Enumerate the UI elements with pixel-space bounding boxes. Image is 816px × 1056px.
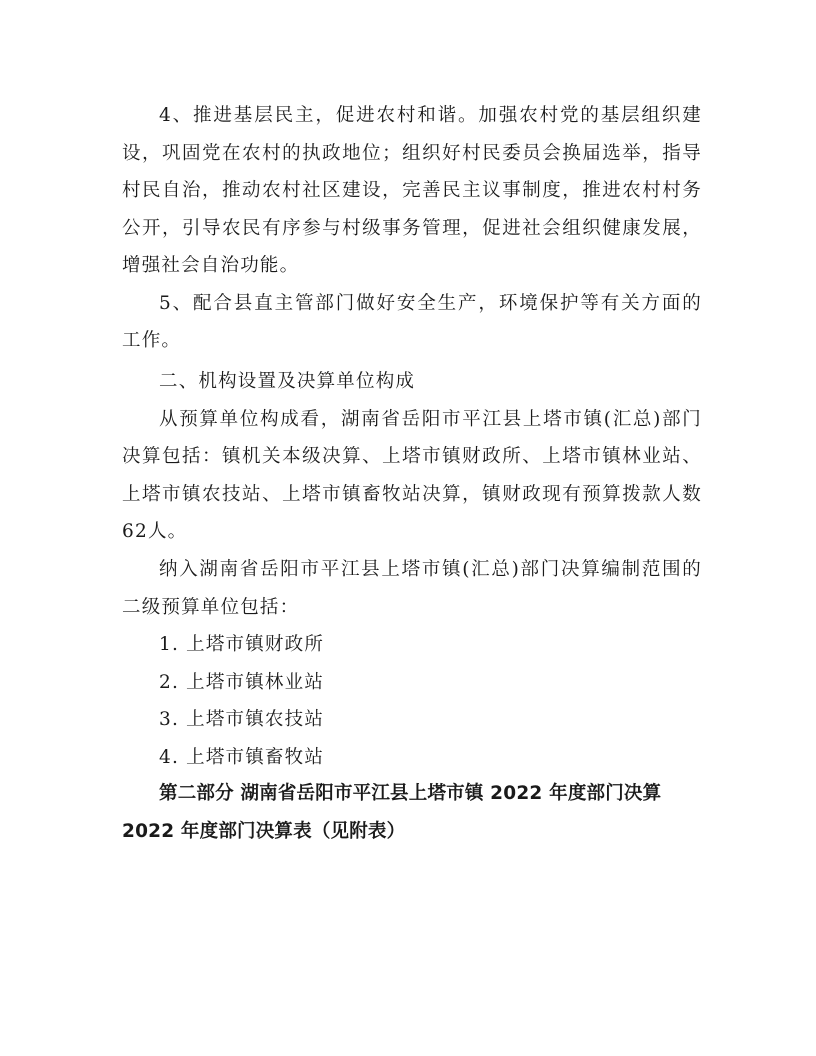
- section-two-scope: [122, 551, 702, 776]
- paragraph-duty-4: 4、推进基层民主，促进农村和谐。加强农村党的基层组织建设，巩固党在农村的执政地位；组织好村民委员会换届选举，指导村民自治，推动农村社区建设，完善民主议事制度，推进农村村务公开，引导农民有序参与村级事务管理，促进社会组织健康发展，增强社会自治功能。: [122, 105, 702, 276]
- section-one-duties: [122, 97, 702, 360]
- paragraph-composition: 从预算单位构成看，湖南省岳阳市平江县上塔市镇(汇总)部门决算包括：镇机关本级决算、上塔市镇财政所、上塔市镇林业站、上塔市镇农技站、上塔市镇畜牧站决算，镇财政现有预算拨款人数62人。: [122, 408, 702, 542]
- list-item-unit-2: 2. 上塔市镇林业站: [159, 671, 325, 693]
- section-two-heading: 二、机构设置及决算单位构成: [159, 371, 416, 392]
- paragraph-duty-5: 5、配合县直主管部门做好安全生产，环境保护等有关方面的工作。: [122, 292, 702, 351]
- list-item-unit-3: 3. 上塔市镇农技站: [159, 709, 325, 730]
- section-two: [122, 363, 702, 551]
- part-two: [122, 775, 702, 850]
- unit-list: [122, 626, 702, 776]
- list-item-unit-1: 1. 上塔市镇财政所: [159, 634, 325, 655]
- part-two-heading: 第二部分 湖南省岳阳市平江县上塔市镇 2022 年度部门决算 2022 年度部门决算表（见附表）: [122, 783, 662, 842]
- paragraph-scope: 纳入湖南省岳阳市平江县上塔市镇(汇总)部门决算编制范围的二级预算单位包括：: [122, 559, 702, 618]
- list-item-unit-4: 4. 上塔市镇畜牧站: [159, 746, 325, 768]
